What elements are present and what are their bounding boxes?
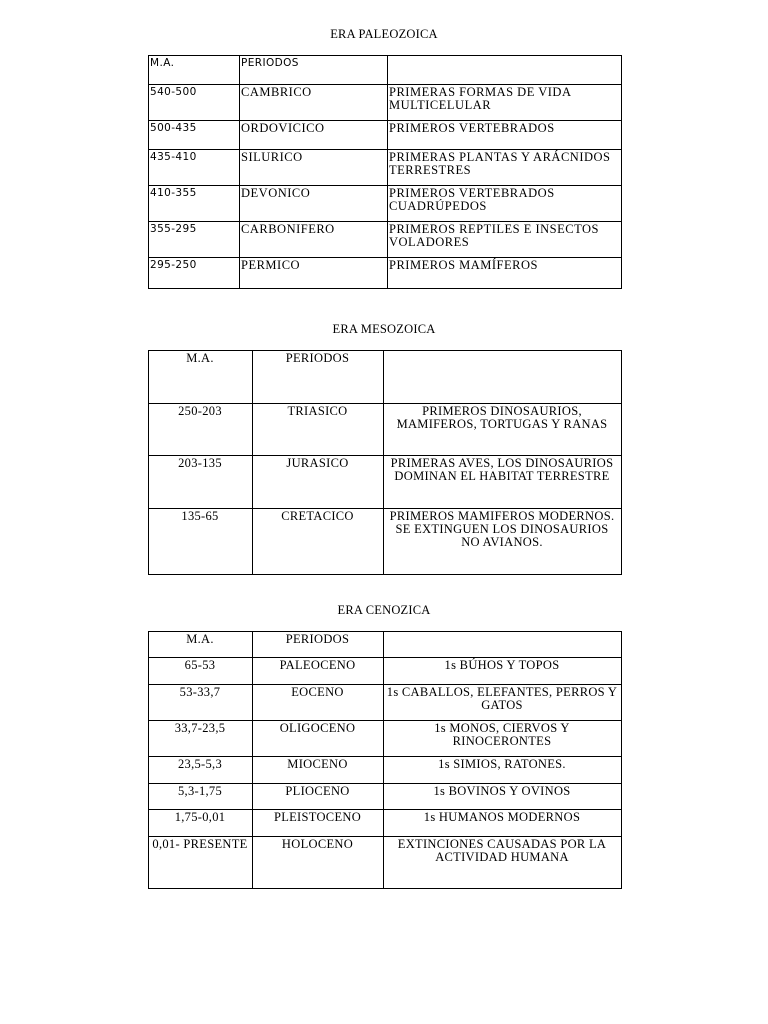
cell-periodo: OLIGOCENO [253,721,384,757]
era-paleozoica-title: ERA PALEOZOICA [330,27,438,41]
cell-description: PRIMEROS DINOSAURIOS, MAMIFEROS, TORTUGAS Y RANAS [384,404,622,456]
cell-periodo: ORDOVICICO [240,121,388,150]
cell-periodo: PLIOCENO [253,784,384,810]
table-row [149,810,622,837]
header-description [384,351,622,404]
table-row [149,721,622,757]
cell-ma: 1,75-0,01 [149,810,253,837]
table-row [149,658,622,685]
cell-description: EXTINCIONES CAUSADAS POR LA ACTIVIDAD HUMANA [384,837,622,889]
cell-description: PRIMERAS AVES, LOS DINOSAURIOS DOMINAN EL HABITAT TERRESTRE [384,456,622,509]
cell-periodo: MIOCENO [253,757,384,784]
table-row [149,186,622,222]
cell-description: 1s BÚHOS Y TOPOS [384,658,622,685]
cell-ma: 355-295 [149,222,240,258]
cell-ma: 53-33,7 [149,685,253,721]
table-header-row [149,351,622,404]
header-ma: M.A. [149,56,240,85]
table-row [149,456,622,509]
era-cenozica-table [148,631,622,889]
table-row [149,685,622,721]
table-row [149,509,622,575]
cell-description: PRIMERAS PLANTAS Y ARÁCNIDOS TERRESTRES [388,150,622,186]
cell-description: 1s HUMANOS MODERNOS [384,810,622,837]
era-paleozoica-table [148,55,622,289]
cell-ma: 295-250 [149,258,240,289]
cell-description: 1s BOVINOS Y OVINOS [384,784,622,810]
table-row [149,150,622,186]
header-periodos: PERIODOS [240,56,388,85]
table-row [149,757,622,784]
header-periodos: PERIODOS [253,632,384,658]
cell-ma: 5,3-1,75 [149,784,253,810]
header-ma: M.A. [149,351,253,404]
cell-ma: 500-435 [149,121,240,150]
cell-description: 1s SIMIOS, RATONES. [384,757,622,784]
cell-ma: 135-65 [149,509,253,575]
era-mesozoica-title: ERA MESOZOICA [332,322,436,336]
cell-periodo: SILURICO [240,150,388,186]
cell-description: PRIMEROS VERTEBRADOS CUADRÚPEDOS [388,186,622,222]
cell-description: PRIMEROS MAMÍFEROS [388,258,622,289]
cell-periodo: DEVONICO [240,186,388,222]
table-header-row [149,56,622,85]
table-row [149,222,622,258]
era-cenozica-title: ERA CENOZICA [337,603,431,617]
header-ma: M.A. [149,632,253,658]
cell-periodo: PALEOCENO [253,658,384,685]
cell-description: PRIMEROS MAMIFEROS MODERNOS. SE EXTINGUEN LOS DINOSAURIOS NO AVIANOS. [384,509,622,575]
table-row [149,121,622,150]
header-periodos: PERIODOS [253,351,384,404]
cell-ma: 23,5-5,3 [149,757,253,784]
table-row [149,404,622,456]
cell-ma: 540-500 [149,85,240,121]
cell-description: 1s MONOS, CIERVOS Y RINOCERONTES [384,721,622,757]
table-row [149,784,622,810]
cell-periodo: PLEISTOCENO [253,810,384,837]
cell-periodo: EOCENO [253,685,384,721]
table-header-row [149,632,622,658]
cell-ma: 250-203 [149,404,253,456]
cell-ma: 410-355 [149,186,240,222]
cell-ma: 203-135 [149,456,253,509]
cell-periodo: CRETACICO [253,509,384,575]
cell-description: PRIMEROS VERTEBRADOS [388,121,622,150]
cell-ma: 0,01- PRESENTE [149,837,253,889]
cell-ma: 65-53 [149,658,253,685]
table-row [149,85,622,121]
cell-ma: 33,7-23,5 [149,721,253,757]
cell-description: PRIMEROS REPTILES E INSECTOS VOLADORES [388,222,622,258]
cell-periodo: TRIASICO [253,404,384,456]
cell-periodo: PERMICO [240,258,388,289]
table-row [149,837,622,889]
header-description [384,632,622,658]
header-description [388,56,622,85]
cell-periodo: CAMBRICO [240,85,388,121]
cell-ma: 435-410 [149,150,240,186]
era-mesozoica-table [148,350,622,575]
cell-description: 1s CABALLOS, ELEFANTES, PERROS Y GATOS [384,685,622,721]
cell-periodo: CARBONIFERO [240,222,388,258]
cell-description: PRIMERAS FORMAS DE VIDA MULTICELULAR [388,85,622,121]
cell-periodo: JURASICO [253,456,384,509]
table-row [149,258,622,289]
cell-periodo: HOLOCENO [253,837,384,889]
